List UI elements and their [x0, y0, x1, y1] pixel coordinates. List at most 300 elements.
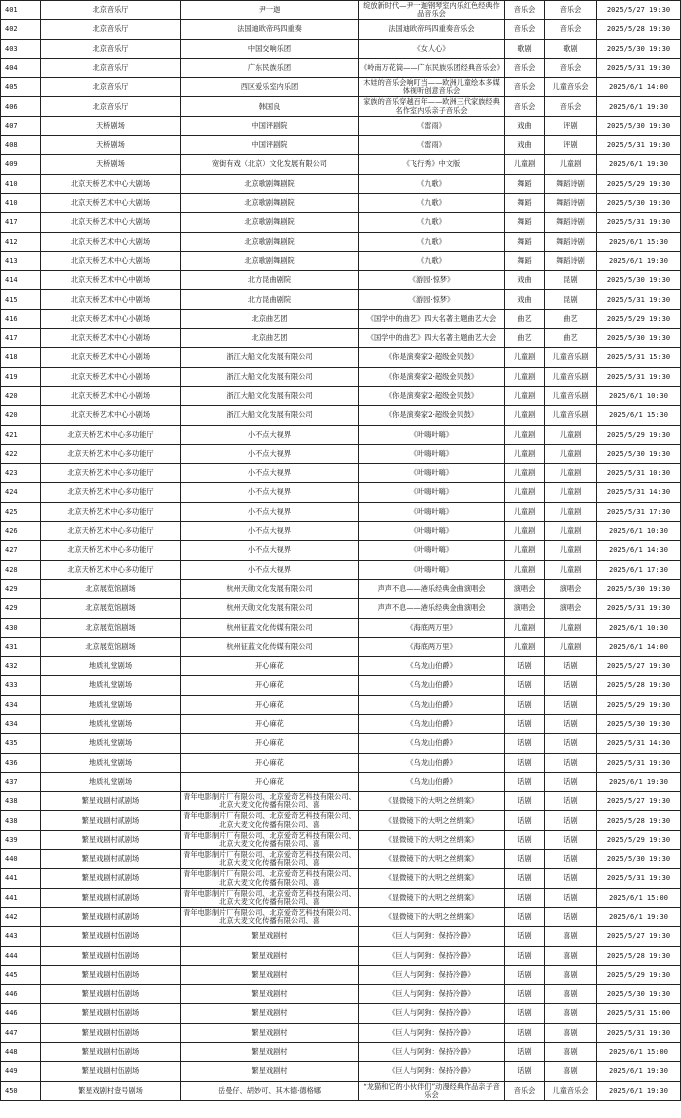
row-number-cell: 416	[1, 309, 41, 328]
table-row	[1, 985, 681, 1004]
genre-cell: 话剧	[545, 695, 597, 714]
organizer-cell: 杭州征蓝文化传媒有限公司	[181, 637, 359, 656]
program-title-cell: 《乌龙山伯爵》	[359, 657, 505, 676]
venue-cell: 北京音乐厅	[41, 58, 181, 77]
venue-cell: 北京天桥艺术中心多功能厅	[41, 560, 181, 579]
venue-cell: 地质礼堂剧场	[41, 676, 181, 695]
category-cell: 音乐会	[505, 58, 545, 77]
row-number-cell: 407	[1, 116, 41, 135]
row-number-cell: 434	[1, 695, 41, 714]
program-title-cell: 《女人心》	[359, 39, 505, 58]
program-title-cell: 《海底两万里》	[359, 637, 505, 656]
genre-cell: 话剧	[545, 657, 597, 676]
category-cell: 曲艺	[505, 329, 545, 348]
date-time-cell: 2025/5/30 19:30	[597, 329, 681, 348]
table-row	[1, 1043, 681, 1062]
genre-cell: 话剧	[545, 869, 597, 888]
row-number-cell: 405	[1, 78, 41, 97]
date-time-cell: 2025/6/1 15:00	[597, 1043, 681, 1062]
table-row	[1, 792, 681, 811]
organizer-cell: 杭州天勋文化发展有限公司	[181, 579, 359, 598]
date-time-cell: 2025/5/31 19:30	[597, 367, 681, 386]
venue-cell: 北京天桥艺术中心多功能厅	[41, 483, 181, 502]
row-number-cell: 436	[1, 753, 41, 772]
date-time-cell: 2025/5/31 14:30	[597, 483, 681, 502]
genre-cell: 舞蹈诗剧	[545, 251, 597, 270]
program-title-cell: 《九歌》	[359, 232, 505, 251]
category-cell: 话剧	[505, 714, 545, 733]
program-title-cell: 《叶嗨叶嗨》	[359, 522, 505, 541]
program-title-cell: 《飞行秀》中文版	[359, 155, 505, 174]
genre-cell: 话剧	[545, 676, 597, 695]
organizer-cell: 小不点大视界	[181, 502, 359, 521]
venue-cell: 天桥剧场	[41, 155, 181, 174]
venue-cell: 天桥剧场	[41, 136, 181, 155]
table-row	[1, 1004, 681, 1023]
venue-cell: 北京展览馆剧场	[41, 599, 181, 618]
organizer-cell: 北京歌剧舞剧院	[181, 232, 359, 251]
genre-cell: 舞蹈诗剧	[545, 174, 597, 193]
category-cell: 话剧	[505, 927, 545, 946]
category-cell: 儿童剧	[505, 464, 545, 483]
genre-cell: 舞蹈诗剧	[545, 232, 597, 251]
genre-cell: 儿童剧	[545, 444, 597, 463]
date-time-cell: 2025/6/1 10:30	[597, 386, 681, 405]
row-number-cell: 448	[1, 1043, 41, 1062]
category-cell: 话剧	[505, 811, 545, 830]
category-cell: 儿童剧	[505, 483, 545, 502]
row-number-cell: 420	[1, 386, 41, 405]
program-title-cell: 《九歌》	[359, 174, 505, 193]
program-title-cell: 《叶嗨叶嗨》	[359, 444, 505, 463]
table-row	[1, 444, 681, 463]
row-number-cell: 430	[1, 618, 41, 637]
category-cell: 音乐会	[505, 97, 545, 116]
organizer-cell: 尹一迦	[181, 1, 359, 20]
genre-cell: 话剧	[545, 753, 597, 772]
genre-cell: 儿童剧	[545, 560, 597, 579]
program-title-cell: 《显微镜下的大明之丝绢案》	[359, 830, 505, 849]
genre-cell: 话剧	[545, 772, 597, 791]
organizer-cell: 小不点大视界	[181, 444, 359, 463]
date-time-cell: 2025/5/28 19:30	[597, 811, 681, 830]
row-number-cell: 415	[1, 290, 41, 309]
table-row	[1, 714, 681, 733]
venue-cell: 繁星戏剧村伍剧场	[41, 1062, 181, 1081]
genre-cell: 演唱会	[545, 579, 597, 598]
program-title-cell: 《显微镜下的大明之丝绢案》	[359, 850, 505, 869]
row-number-cell: 446	[1, 985, 41, 1004]
table-row	[1, 58, 681, 77]
organizer-cell: 西区爱乐室内乐团	[181, 78, 359, 97]
row-number-cell: 449	[1, 1062, 41, 1081]
venue-cell: 北京天桥艺术中心中剧场	[41, 271, 181, 290]
venue-cell: 北京展览馆剧场	[41, 579, 181, 598]
genre-cell: 儿童剧	[545, 464, 597, 483]
organizer-cell: 小不点大视界	[181, 522, 359, 541]
table-row	[1, 329, 681, 348]
row-number-cell: 421	[1, 425, 41, 444]
table-row	[1, 772, 681, 791]
program-title-cell: 《巨人与阿狗：保持冷静》	[359, 927, 505, 946]
row-number-cell: 422	[1, 444, 41, 463]
program-title-cell: 《显微镜下的大明之丝绢案》	[359, 869, 505, 888]
genre-cell: 话剧	[545, 792, 597, 811]
table-row	[1, 136, 681, 155]
organizer-cell: 北方昆曲剧院	[181, 290, 359, 309]
organizer-cell: 繁星戏剧村	[181, 1004, 359, 1023]
table-row	[1, 502, 681, 521]
genre-cell: 喜剧	[545, 1023, 597, 1042]
table-row	[1, 20, 681, 39]
category-cell: 儿童剧	[505, 155, 545, 174]
venue-cell: 繁星戏剧村伍剧场	[41, 1004, 181, 1023]
venue-cell: 北京天桥艺术中心大剧场	[41, 213, 181, 232]
date-time-cell: 2025/5/29 19:30	[597, 830, 681, 849]
date-time-cell: 2025/6/1 19:30	[597, 155, 681, 174]
category-cell: 儿童剧	[505, 406, 545, 425]
row-number-cell: 429	[1, 599, 41, 618]
program-title-cell: “龙猫和它的小伙伴们”动漫经典作品亲子音乐会	[359, 1081, 505, 1100]
program-title-cell: 《乌龙山伯爵》	[359, 772, 505, 791]
category-cell: 歌剧	[505, 39, 545, 58]
organizer-cell: 宽街有戏（北京）文化发展有限公司	[181, 155, 359, 174]
program-title-cell: 《叶嗨叶嗨》	[359, 502, 505, 521]
date-time-cell: 2025/6/1 17:30	[597, 560, 681, 579]
program-title-cell: 《雷雨》	[359, 136, 505, 155]
program-title-cell: 《九歌》	[359, 251, 505, 270]
table-row	[1, 522, 681, 541]
organizer-cell: 青年电影制片厂有限公司、北京爱奇艺科技有限公司、北京大麦文化传播有限公司、喜	[181, 830, 359, 849]
venue-cell: 北京天桥艺术中心多功能厅	[41, 464, 181, 483]
row-number-cell: 413	[1, 251, 41, 270]
genre-cell: 儿童剧	[545, 483, 597, 502]
row-number-cell: 433	[1, 676, 41, 695]
organizer-cell: 开心麻花	[181, 734, 359, 753]
organizer-cell: 开心麻花	[181, 714, 359, 733]
date-time-cell: 2025/6/1 15:00	[597, 888, 681, 907]
program-title-cell: 《乌龙山伯爵》	[359, 714, 505, 733]
organizer-cell: 韩国良	[181, 97, 359, 116]
organizer-cell: 开心麻花	[181, 753, 359, 772]
table-row	[1, 946, 681, 965]
date-time-cell: 2025/6/1 14:00	[597, 637, 681, 656]
category-cell: 话剧	[505, 1004, 545, 1023]
venue-cell: 北京天桥艺术中心大剧场	[41, 232, 181, 251]
date-time-cell: 2025/6/1 14:30	[597, 541, 681, 560]
row-number-cell: 409	[1, 155, 41, 174]
organizer-cell: 繁星戏剧村	[181, 985, 359, 1004]
venue-cell: 北京展览馆剧场	[41, 618, 181, 637]
venue-cell: 繁星戏剧村贰剧场	[41, 907, 181, 926]
category-cell: 儿童剧	[505, 348, 545, 367]
row-number-cell: 427	[1, 541, 41, 560]
date-time-cell: 2025/5/30 19:30	[597, 985, 681, 1004]
organizer-cell: 小不点大视界	[181, 541, 359, 560]
date-time-cell: 2025/5/27 19:30	[597, 792, 681, 811]
program-title-cell: 《雷雨》	[359, 116, 505, 135]
organizer-cell: 中国交响乐团	[181, 39, 359, 58]
date-time-cell: 2025/5/29 19:30	[597, 309, 681, 328]
program-title-cell: 《巨人与阿狗：保持冷静》	[359, 1023, 505, 1042]
row-number-cell: 447	[1, 1023, 41, 1042]
table-row	[1, 251, 681, 270]
date-time-cell: 2025/5/30 19:30	[597, 193, 681, 212]
program-title-cell: 《巨人与阿狗：保持冷静》	[359, 1062, 505, 1081]
organizer-cell: 小不点大视界	[181, 425, 359, 444]
row-number-cell: 420	[1, 406, 41, 425]
program-title-cell: 《岭南万花筒——广东民族乐团经典音乐会》	[359, 58, 505, 77]
genre-cell: 昆剧	[545, 271, 597, 290]
date-time-cell: 2025/5/27 19:30	[597, 927, 681, 946]
venue-cell: 繁星戏剧村贰剧场	[41, 869, 181, 888]
category-cell: 话剧	[505, 1062, 545, 1081]
table-row	[1, 1, 681, 20]
venue-cell: 繁星戏剧村贰剧场	[41, 811, 181, 830]
program-title-cell: 《海底两万里》	[359, 618, 505, 637]
program-title-cell: 《乌龙山伯爵》	[359, 734, 505, 753]
row-number-cell: 434	[1, 714, 41, 733]
venue-cell: 北京天桥艺术中心小剧场	[41, 348, 181, 367]
venue-cell: 地质礼堂剧场	[41, 657, 181, 676]
category-cell: 话剧	[505, 792, 545, 811]
program-title-cell: 《巨人与阿狗：保持冷静》	[359, 1004, 505, 1023]
genre-cell: 话剧	[545, 830, 597, 849]
category-cell: 话剧	[505, 830, 545, 849]
genre-cell: 儿童剧	[545, 155, 597, 174]
program-title-cell: 《游园·惊梦》	[359, 271, 505, 290]
venue-cell: 北京天桥艺术中心多功能厅	[41, 425, 181, 444]
category-cell: 儿童剧	[505, 541, 545, 560]
program-title-cell: 声声不息——港乐经典金曲演唱会	[359, 579, 505, 598]
table-row	[1, 830, 681, 849]
venue-cell: 北京天桥艺术中心多功能厅	[41, 541, 181, 560]
date-time-cell: 2025/6/1 19:30	[597, 97, 681, 116]
venue-cell: 繁星戏剧村伍剧场	[41, 927, 181, 946]
venue-cell: 地质礼堂剧场	[41, 753, 181, 772]
genre-cell: 儿童剧	[545, 618, 597, 637]
organizer-cell: 小不点大视界	[181, 464, 359, 483]
row-number-cell: 401	[1, 1, 41, 20]
table-row	[1, 193, 681, 212]
program-title-cell: 《乌龙山伯爵》	[359, 753, 505, 772]
date-time-cell: 2025/6/1 19:30	[597, 251, 681, 270]
category-cell: 儿童剧	[505, 618, 545, 637]
row-number-cell: 432	[1, 657, 41, 676]
date-time-cell: 2025/6/1 15:30	[597, 406, 681, 425]
venue-cell: 繁星戏剧村伍剧场	[41, 985, 181, 1004]
organizer-cell: 北京曲艺团	[181, 309, 359, 328]
genre-cell: 音乐会	[545, 1, 597, 20]
venue-cell: 繁星戏剧村贰剧场	[41, 850, 181, 869]
genre-cell: 儿童音乐剧	[545, 386, 597, 405]
category-cell: 儿童剧	[505, 522, 545, 541]
venue-cell: 北京音乐厅	[41, 97, 181, 116]
genre-cell: 儿童剧	[545, 502, 597, 521]
row-number-cell: 406	[1, 97, 41, 116]
genre-cell: 曲艺	[545, 329, 597, 348]
venue-cell: 北京天桥艺术中心小剧场	[41, 329, 181, 348]
date-time-cell: 2025/5/31 19:30	[597, 753, 681, 772]
genre-cell: 儿童音乐剧	[545, 348, 597, 367]
organizer-cell: 法国迪欧帝玛四重奏	[181, 20, 359, 39]
row-number-cell: 404	[1, 58, 41, 77]
row-number-cell: 437	[1, 772, 41, 791]
row-number-cell: 425	[1, 502, 41, 521]
venue-cell: 北京天桥艺术中心多功能厅	[41, 522, 181, 541]
table-row	[1, 907, 681, 926]
table-row	[1, 869, 681, 888]
category-cell: 音乐会	[505, 1, 545, 20]
row-number-cell: 412	[1, 232, 41, 251]
category-cell: 戏曲	[505, 116, 545, 135]
organizer-cell: 小不点大视界	[181, 483, 359, 502]
date-time-cell: 2025/5/30 19:30	[597, 116, 681, 135]
category-cell: 演唱会	[505, 599, 545, 618]
venue-cell: 地质礼堂剧场	[41, 734, 181, 753]
venue-cell: 繁星戏剧村伍剧场	[41, 965, 181, 984]
organizer-cell: 北方昆曲剧院	[181, 271, 359, 290]
table-row	[1, 965, 681, 984]
category-cell: 话剧	[505, 985, 545, 1004]
table-row	[1, 367, 681, 386]
organizer-cell: 浙江大船文化发展有限公司	[181, 348, 359, 367]
category-cell: 儿童剧	[505, 425, 545, 444]
date-time-cell: 2025/5/28 19:30	[597, 946, 681, 965]
row-number-cell: 439	[1, 830, 41, 849]
date-time-cell: 2025/5/31 19:30	[597, 869, 681, 888]
program-title-cell: 《你是演奏家2·超级金贝鼓》	[359, 367, 505, 386]
venue-cell: 繁星戏剧村伍剧场	[41, 946, 181, 965]
date-time-cell: 2025/5/31 19:30	[597, 213, 681, 232]
organizer-cell: 繁星戏剧村	[181, 927, 359, 946]
program-title-cell: 《显微镜下的大明之丝绢案》	[359, 888, 505, 907]
row-number-cell: 426	[1, 522, 41, 541]
table-row	[1, 116, 681, 135]
row-number-cell: 428	[1, 560, 41, 579]
organizer-cell: 中国评剧院	[181, 116, 359, 135]
program-title-cell: 《你是演奏家2·超级金贝鼓》	[359, 386, 505, 405]
table-row	[1, 927, 681, 946]
venue-cell: 北京展览馆剧场	[41, 637, 181, 656]
row-number-cell: 444	[1, 946, 41, 965]
organizer-cell: 浙江大船文化发展有限公司	[181, 367, 359, 386]
category-cell: 话剧	[505, 850, 545, 869]
table-row	[1, 1023, 681, 1042]
organizer-cell: 繁星戏剧村	[181, 1062, 359, 1081]
program-title-cell: 《你是演奏家2·超级金贝鼓》	[359, 348, 505, 367]
organizer-cell: 浙江大船文化发展有限公司	[181, 406, 359, 425]
program-title-cell: 《九歌》	[359, 193, 505, 212]
venue-cell: 北京天桥艺术中心小剧场	[41, 386, 181, 405]
venue-cell: 北京音乐厅	[41, 1, 181, 20]
table-row	[1, 39, 681, 58]
venue-cell: 地质礼堂剧场	[41, 772, 181, 791]
program-title-cell: 法国迪欧帝玛四重奏音乐会	[359, 20, 505, 39]
date-time-cell: 2025/5/27 19:30	[597, 1, 681, 20]
program-title-cell: 《你是演奏家2·超级金贝鼓》	[359, 406, 505, 425]
genre-cell: 话剧	[545, 714, 597, 733]
category-cell: 话剧	[505, 1043, 545, 1062]
organizer-cell: 开心麻花	[181, 657, 359, 676]
genre-cell: 昆剧	[545, 290, 597, 309]
venue-cell: 北京天桥艺术中心小剧场	[41, 309, 181, 328]
table-row	[1, 579, 681, 598]
program-title-cell: 《乌龙山伯爵》	[359, 676, 505, 695]
category-cell: 儿童剧	[505, 637, 545, 656]
table-row	[1, 97, 681, 116]
genre-cell: 喜剧	[545, 946, 597, 965]
organizer-cell: 青年电影制片厂有限公司、北京爱奇艺科技有限公司、北京大麦文化传播有限公司、喜	[181, 850, 359, 869]
organizer-cell: 北京曲艺团	[181, 329, 359, 348]
program-title-cell: 《叶嗨叶嗨》	[359, 464, 505, 483]
date-time-cell: 2025/5/31 10:30	[597, 464, 681, 483]
row-number-cell: 438	[1, 811, 41, 830]
venue-cell: 繁星戏剧村壹号剧场	[41, 1081, 181, 1100]
table-row	[1, 213, 681, 232]
program-title-cell: 《叶嗨叶嗨》	[359, 483, 505, 502]
organizer-cell: 北京歌剧舞剧院	[181, 251, 359, 270]
program-title-cell: 《国学中的曲艺》四大名著主题曲艺大会	[359, 309, 505, 328]
date-time-cell: 2025/5/31 19:30	[597, 136, 681, 155]
program-title-cell: 绽放新时代—尹一迦钢琴室内乐红色经典作品音乐会	[359, 1, 505, 20]
row-number-cell: 403	[1, 39, 41, 58]
date-time-cell: 2025/5/30 19:30	[597, 579, 681, 598]
date-time-cell: 2025/5/27 19:30	[597, 657, 681, 676]
genre-cell: 儿童音乐会	[545, 78, 597, 97]
date-time-cell: 2025/6/1 14:00	[597, 78, 681, 97]
venue-cell: 北京天桥艺术中心大剧场	[41, 174, 181, 193]
table-row	[1, 309, 681, 328]
table-row	[1, 155, 681, 174]
row-number-cell: 438	[1, 792, 41, 811]
table-row	[1, 599, 681, 618]
category-cell: 话剧	[505, 888, 545, 907]
venue-cell: 天桥剧场	[41, 116, 181, 135]
table-row	[1, 734, 681, 753]
organizer-cell: 开心麻花	[181, 772, 359, 791]
category-cell: 戏曲	[505, 290, 545, 309]
organizer-cell: 青年电影制片厂有限公司、北京爱奇艺科技有限公司、北京大麦文化传播有限公司、喜	[181, 888, 359, 907]
venue-cell: 繁星戏剧村贰剧场	[41, 888, 181, 907]
category-cell: 话剧	[505, 676, 545, 695]
genre-cell: 话剧	[545, 907, 597, 926]
genre-cell: 评剧	[545, 116, 597, 135]
row-number-cell: 450	[1, 1081, 41, 1100]
date-time-cell: 2025/6/1 10:30	[597, 618, 681, 637]
row-number-cell: 418	[1, 348, 41, 367]
date-time-cell: 2025/5/30 19:30	[597, 714, 681, 733]
row-number-cell: 408	[1, 136, 41, 155]
category-cell: 话剧	[505, 657, 545, 676]
program-title-cell: 《巨人与阿狗：保持冷静》	[359, 946, 505, 965]
category-cell: 舞蹈	[505, 193, 545, 212]
genre-cell: 儿童音乐剧	[545, 367, 597, 386]
category-cell: 音乐会	[505, 20, 545, 39]
row-number-cell: 441	[1, 888, 41, 907]
program-title-cell: 《巨人与阿狗：保持冷静》	[359, 985, 505, 1004]
date-time-cell: 2025/5/30 19:30	[597, 444, 681, 463]
category-cell: 话剧	[505, 695, 545, 714]
category-cell: 戏曲	[505, 271, 545, 290]
genre-cell: 儿童剧	[545, 522, 597, 541]
row-number-cell: 410	[1, 193, 41, 212]
program-title-cell: 《游园·惊梦》	[359, 290, 505, 309]
category-cell: 话剧	[505, 734, 545, 753]
category-cell: 话剧	[505, 965, 545, 984]
category-cell: 话剧	[505, 869, 545, 888]
program-title-cell: 《乌龙山伯爵》	[359, 695, 505, 714]
